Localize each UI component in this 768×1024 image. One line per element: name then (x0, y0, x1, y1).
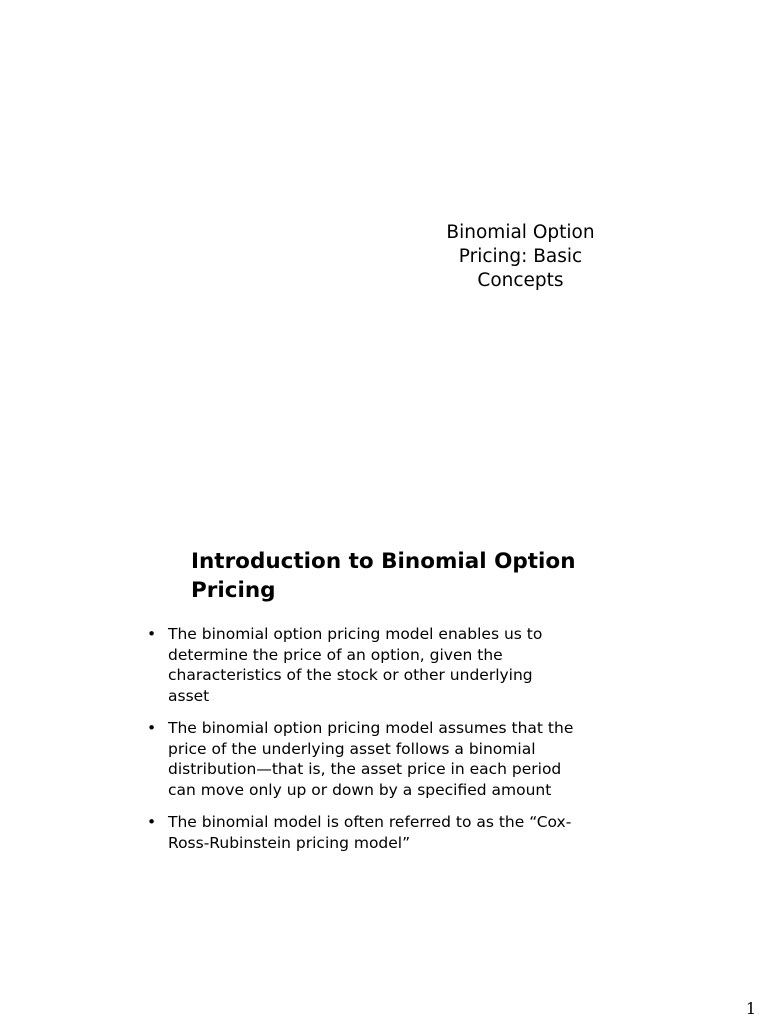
section-title: Introduction to Binomial Option Pricing (191, 549, 576, 603)
bullet-icon: • (147, 813, 157, 831)
page-number: 1 (745, 999, 756, 1018)
bullet-icon: • (147, 719, 157, 737)
bullet-text: The binomial option pricing model assumes that the price of the underlying asset follows a binomial distribution—that is, the asset price in each period can move only up or down by a specified amount (168, 719, 574, 799)
bullet-list (147, 624, 627, 865)
bullet-item (147, 624, 627, 706)
bullet-item (147, 718, 627, 800)
bullet-text: The binomial option pricing model enables us to determine the price of an option, given the characteristics of the stock or other underlying asset (168, 625, 543, 705)
slide-title: Binomial Option Pricing: Basic Concepts (446, 222, 595, 291)
bullet-text: The binomial model is often referred to as the “Cox- Ross-Rubinstein pricing model” (168, 813, 572, 852)
bullet-icon: • (147, 625, 157, 643)
bullet-item (147, 812, 627, 853)
